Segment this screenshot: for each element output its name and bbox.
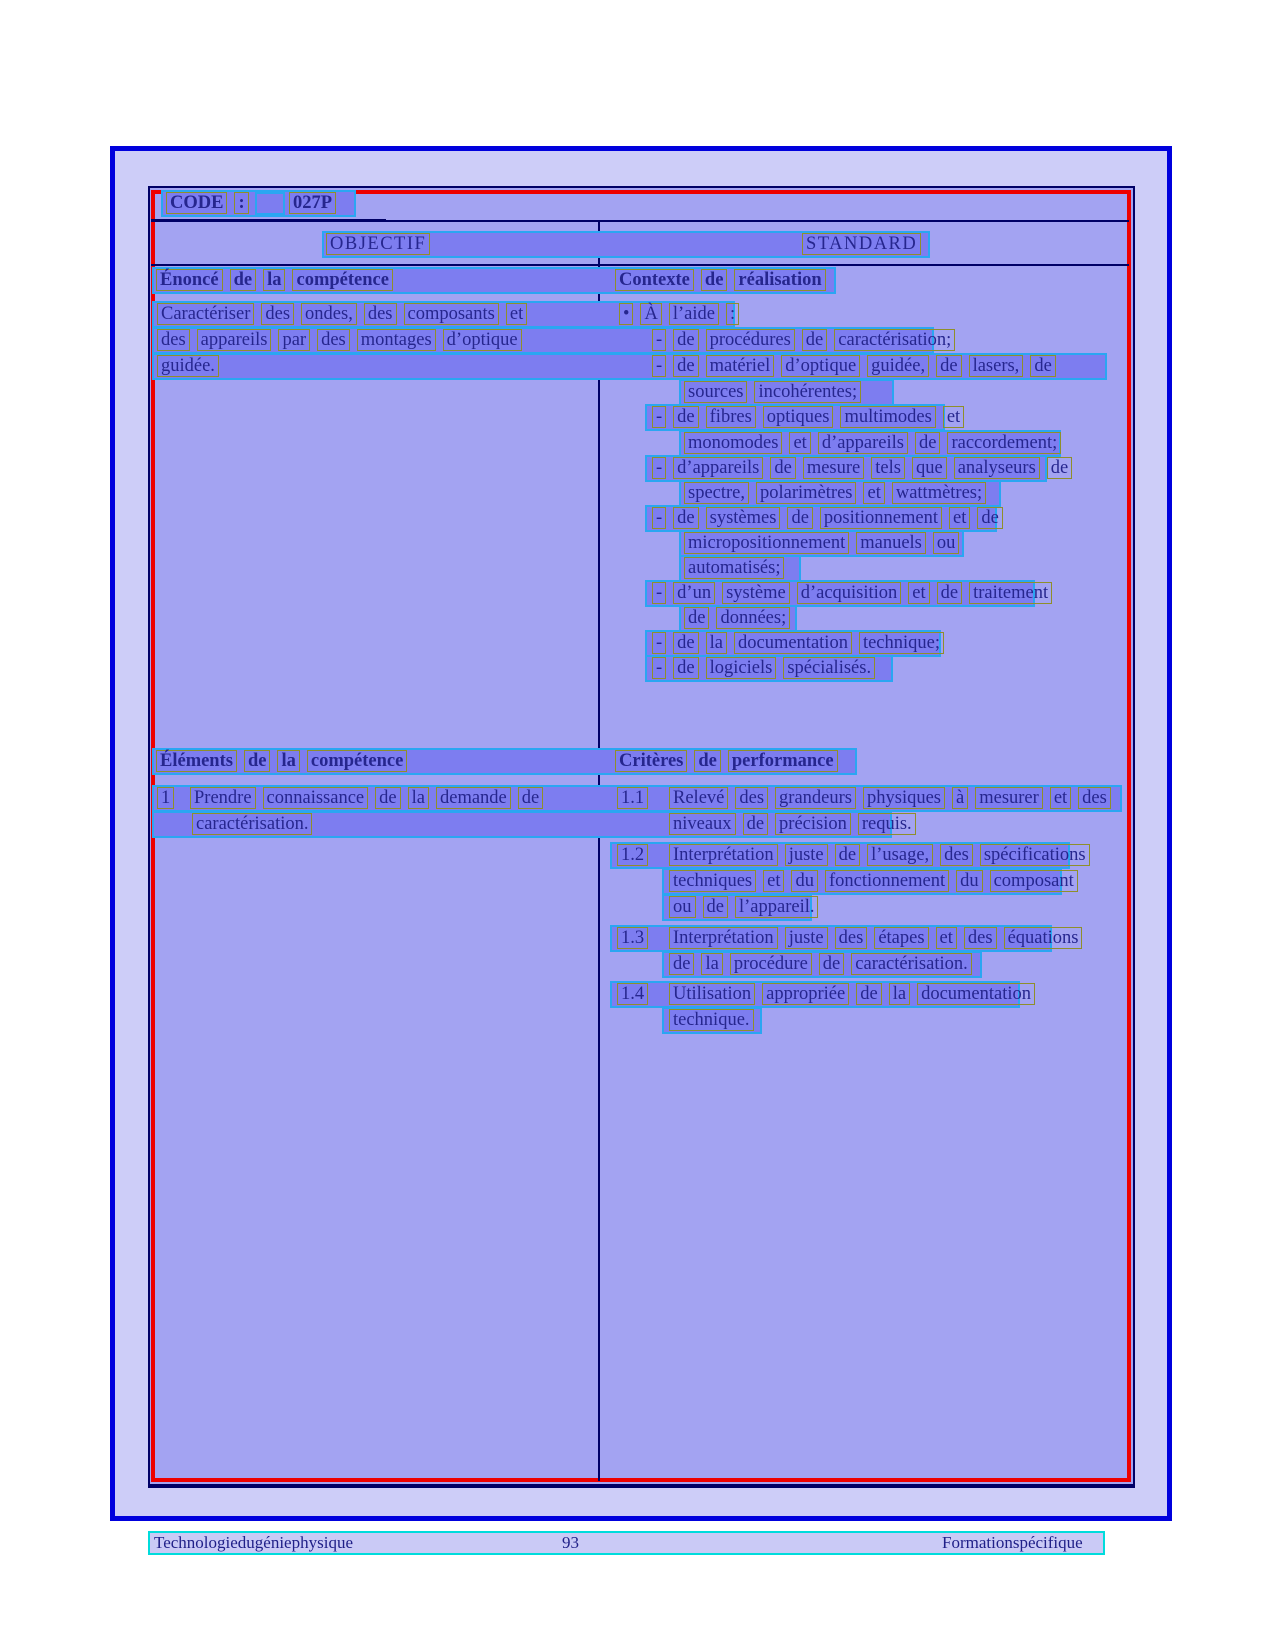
line-segment [684, 607, 797, 629]
word: d’optique [443, 329, 522, 351]
word: 027P [289, 192, 336, 214]
text-line [152, 811, 912, 838]
word: connaissance [263, 787, 369, 809]
word: l’usage, [867, 844, 933, 866]
line-segment [157, 303, 534, 325]
word: équations [1004, 927, 1083, 949]
word: mesurer [975, 787, 1043, 809]
text-line [645, 505, 997, 532]
text-line [152, 327, 952, 354]
word: caractérisation. [851, 953, 971, 975]
word: et [1050, 787, 1071, 809]
text-line [662, 1007, 762, 1034]
word: de [230, 269, 257, 291]
word: ondes, [301, 303, 357, 325]
word: et [789, 432, 810, 454]
text-line [662, 894, 815, 921]
word: la [701, 953, 722, 975]
word: de [819, 953, 844, 975]
line-segment [615, 269, 833, 291]
line-segment [157, 329, 529, 351]
word: et [908, 582, 929, 604]
text-line [610, 842, 1086, 869]
line-segment [669, 896, 825, 918]
word: - [652, 507, 666, 529]
word: logiciels [706, 657, 777, 679]
word: raccordement; [947, 432, 1061, 454]
line-segment [942, 1533, 1083, 1553]
word: de [673, 657, 698, 679]
line-segment [562, 1533, 579, 1553]
word: positionnement [820, 507, 942, 529]
text-line [645, 455, 1069, 482]
section-heading-row [152, 748, 857, 775]
word: de [835, 844, 860, 866]
word: 1 [157, 787, 174, 809]
word: 1.4 [617, 983, 648, 1005]
header-row-rule [151, 264, 1129, 266]
word: : [726, 303, 739, 325]
section-heading-row [152, 267, 836, 294]
word: demande [436, 787, 511, 809]
text-line [662, 868, 1074, 895]
word: des [1078, 787, 1111, 809]
text-line [610, 981, 1032, 1008]
word: • [619, 303, 633, 325]
word: - [652, 582, 666, 604]
line-segment [157, 787, 181, 809]
line-segment [617, 844, 655, 866]
line-segment [652, 406, 971, 428]
line-segment [669, 927, 1089, 949]
word: et [943, 406, 964, 428]
word: spécifications [980, 844, 1090, 866]
word: Technologie [154, 1533, 238, 1552]
word: la [408, 787, 429, 809]
word: wattmètres; [892, 482, 986, 504]
word: génie [254, 1533, 292, 1552]
word: des [364, 303, 397, 325]
code-row-underline [151, 219, 386, 222]
word: Éléments [156, 750, 237, 772]
word: manuels [856, 532, 926, 554]
word: précision [775, 813, 851, 835]
word: Prendre [190, 787, 256, 809]
word: composants [404, 303, 499, 325]
word: polarimètres [756, 482, 856, 504]
word: que [912, 457, 947, 479]
line-segment [684, 532, 966, 554]
word: par [278, 329, 310, 351]
word: - [652, 457, 666, 479]
word: composant [990, 870, 1078, 892]
word: système [722, 582, 790, 604]
word: Critères [615, 750, 687, 772]
word: À [640, 303, 661, 325]
word: optiques [763, 406, 834, 428]
line-segment [669, 787, 1118, 809]
page-footer [148, 1531, 1105, 1555]
line-segment [156, 750, 414, 772]
line-segment [669, 983, 1042, 1005]
line-segment [669, 813, 923, 835]
word: fibres [706, 406, 756, 428]
text-line [610, 925, 1079, 952]
word: ou [933, 532, 960, 554]
word: des [940, 844, 973, 866]
word: de [375, 787, 400, 809]
line-segment [154, 1533, 353, 1553]
word: Caractériser [157, 303, 254, 325]
word: 1.3 [617, 927, 648, 949]
word: juste [785, 927, 828, 949]
line-segment [669, 953, 979, 975]
word: d’appareils [818, 432, 908, 454]
word: : [234, 192, 248, 214]
word: sources [684, 381, 747, 403]
word: à [952, 787, 968, 809]
line-segment [684, 482, 993, 504]
line-segment [669, 844, 1097, 866]
word: de [701, 269, 728, 291]
word: de [673, 406, 698, 428]
word: de [787, 507, 812, 529]
word: et [506, 303, 527, 325]
word: des [835, 927, 868, 949]
word: techniques [669, 870, 756, 892]
word: Contexte [615, 269, 694, 291]
text-line [645, 655, 893, 682]
text-line [152, 785, 1122, 812]
line-segment [157, 355, 226, 377]
line-segment [617, 927, 655, 949]
word: - [652, 329, 666, 351]
word: de [669, 953, 694, 975]
text-line [645, 630, 941, 657]
text-line [679, 605, 797, 632]
word: compétence [307, 750, 407, 772]
word: 93 [562, 1533, 579, 1552]
word: d’un [673, 582, 715, 604]
word: montages [357, 329, 436, 351]
line-segment [156, 269, 400, 291]
word: et [863, 482, 884, 504]
word: et [936, 927, 957, 949]
word: la [277, 750, 299, 772]
word: réalisation [734, 269, 825, 291]
text-line [679, 430, 1061, 457]
word: la [889, 983, 910, 1005]
word: d’acquisition [797, 582, 902, 604]
line-segment [684, 381, 868, 403]
word: appareils [197, 329, 272, 351]
word: automatisés; [684, 557, 784, 579]
word: du [237, 1533, 255, 1552]
text-line [679, 480, 1001, 507]
line-segment [190, 787, 550, 809]
word: technique; [859, 632, 944, 654]
word: Interprétation [669, 927, 778, 949]
word: de [770, 457, 795, 479]
word: de [802, 329, 827, 351]
word: de [915, 432, 940, 454]
word: multimodes [840, 406, 935, 428]
word: de [937, 582, 962, 604]
empty-ocr-box [255, 192, 285, 215]
word: Relevé [669, 787, 728, 809]
word: de [684, 607, 709, 629]
text-line [679, 530, 964, 557]
line-segment [684, 432, 1068, 454]
word: et [949, 507, 970, 529]
word: étapes [874, 927, 928, 949]
word: physique [291, 1533, 353, 1552]
word: des [317, 329, 350, 351]
line-segment [652, 355, 1063, 377]
word: - [652, 355, 666, 377]
word: systèmes [706, 507, 781, 529]
word: technique. [669, 1009, 754, 1031]
line-segment [652, 632, 951, 654]
word: Formation [942, 1533, 1013, 1552]
word: tels [871, 457, 905, 479]
word: spécialisés. [783, 657, 875, 679]
line-segment [684, 557, 791, 579]
word: matériel [706, 355, 775, 377]
word: STANDARD [802, 233, 921, 255]
word: de [518, 787, 543, 809]
word: mesure [803, 457, 864, 479]
word: incohérentes; [754, 381, 861, 403]
line-segment [192, 813, 319, 835]
text-line [645, 404, 961, 431]
word: performance [728, 750, 838, 772]
line-segment [652, 582, 1059, 604]
word: Énoncé [156, 269, 223, 291]
line-segment [652, 457, 1079, 479]
word: du [956, 870, 983, 892]
line-segment [619, 303, 746, 325]
word: appropriée [762, 983, 849, 1005]
word: des [735, 787, 768, 809]
word: fonctionnement [825, 870, 949, 892]
line-segment [652, 657, 882, 679]
word: - [652, 406, 666, 428]
word: de [673, 632, 698, 654]
line-segment [166, 192, 256, 214]
word: 1.1 [617, 787, 648, 809]
word: des [964, 927, 997, 949]
word: micropositionnement [684, 532, 849, 554]
text-line [679, 379, 894, 406]
word: l’appareil. [735, 896, 819, 918]
word: et [763, 870, 784, 892]
word: de [1030, 355, 1055, 377]
line-segment [669, 870, 1085, 892]
word: des [157, 329, 190, 351]
word: d’appareils [673, 457, 763, 479]
word: guidée, [867, 355, 929, 377]
line-segment [617, 983, 655, 1005]
word: procédure [730, 953, 812, 975]
text-line [662, 951, 982, 978]
word: compétence [292, 269, 392, 291]
word: lasers, [969, 355, 1024, 377]
word: d’optique [781, 355, 860, 377]
word: analyseurs [954, 457, 1040, 479]
word: guidée. [157, 355, 219, 377]
word: requis. [858, 813, 916, 835]
word: de [244, 750, 271, 772]
word: OBJECTIF [326, 233, 430, 255]
line-segment [326, 233, 437, 255]
word: - [652, 632, 666, 654]
line-segment [802, 233, 928, 255]
word: de [1047, 457, 1072, 479]
word: Utilisation [669, 983, 755, 1005]
word: de [703, 896, 728, 918]
line-segment [652, 329, 962, 351]
column-header-row [322, 231, 930, 258]
word: niveaux [669, 813, 736, 835]
word: de [673, 329, 698, 351]
word: Interprétation [669, 844, 778, 866]
code-row-rule [386, 220, 1129, 222]
word: la [263, 269, 285, 291]
word: de [673, 355, 698, 377]
word: la [706, 632, 727, 654]
word: de [936, 355, 961, 377]
line-segment [617, 787, 655, 809]
column-divider [598, 221, 600, 1481]
line-segment [615, 750, 845, 772]
word: de [673, 507, 698, 529]
text-line [679, 555, 801, 582]
line-segment [289, 192, 343, 214]
word: spécifique [1012, 1533, 1083, 1552]
word: de [977, 507, 1002, 529]
text-line [152, 353, 1107, 380]
word: caractérisation. [192, 813, 312, 835]
word: physiques [863, 787, 945, 809]
word: données; [716, 607, 790, 629]
word: documentation [734, 632, 852, 654]
word: documentation [917, 983, 1035, 1005]
text-line [645, 580, 1049, 607]
word: spectre, [684, 482, 749, 504]
word: juste [785, 844, 828, 866]
word: de [743, 813, 768, 835]
word: grandeurs [775, 787, 856, 809]
line-segment [669, 1009, 761, 1031]
code-row [161, 190, 356, 217]
word: traitement [969, 582, 1052, 604]
word: de [856, 983, 881, 1005]
word: ou [669, 896, 696, 918]
text-line [152, 301, 735, 328]
word: de [694, 750, 721, 772]
line-segment [652, 507, 1010, 529]
line-segment [255, 192, 285, 215]
word: procédures [706, 329, 795, 351]
word: du [791, 870, 818, 892]
word: monomodes [684, 432, 782, 454]
word: 1.2 [617, 844, 648, 866]
word: des [261, 303, 294, 325]
word: CODE [166, 192, 227, 214]
word: - [652, 657, 666, 679]
word: l’aide [669, 303, 719, 325]
word: caractérisation; [834, 329, 955, 351]
